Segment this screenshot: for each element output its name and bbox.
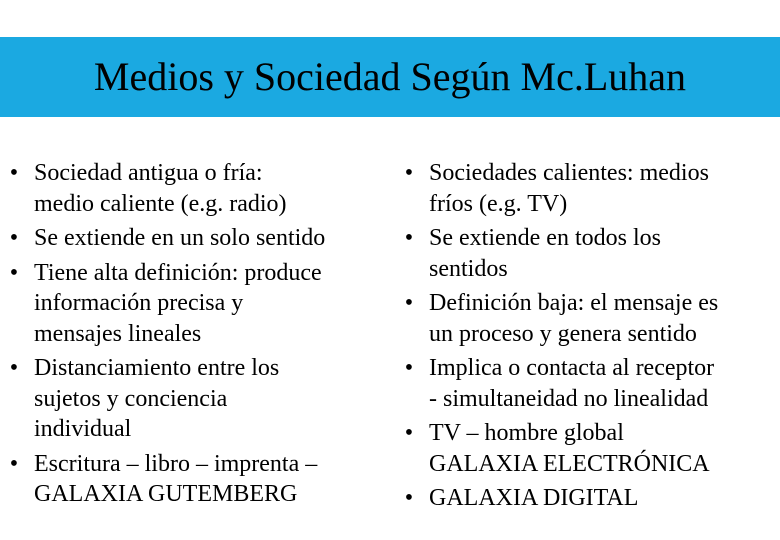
- bullet-icon: •: [404, 225, 414, 251]
- bullet-text-line: Se extiende en todos los: [429, 225, 661, 251]
- right-bullet-item: [395, 418, 780, 479]
- bullet-text-line: medio caliente (e.g. radio): [34, 190, 287, 217]
- slide-title: Medios y Sociedad Según Mc.Luhan: [93, 54, 687, 99]
- bullet-text-line: Sociedades calientes: medios: [429, 160, 709, 186]
- bullet-text-line: - simultaneidad no linealidad: [429, 385, 709, 412]
- left-bullet-item: [0, 353, 382, 445]
- right-bullet-list: [395, 158, 780, 518]
- right-bullet-item: [395, 483, 780, 514]
- bullet-text-line: GALAXIA GUTEMBERG: [34, 481, 298, 507]
- left-bullet-item: [0, 158, 382, 219]
- bullet-text-line: sentidos: [429, 255, 508, 282]
- bullet-icon: •: [9, 160, 19, 186]
- bullet-icon: •: [404, 160, 414, 186]
- left-bullet-item: [0, 223, 382, 254]
- bullet-icon: •: [9, 450, 19, 477]
- left-bullet-list: [0, 158, 382, 514]
- bullet-text-line: sujetos y conciencia: [34, 385, 228, 412]
- bullet-text-line: información precisa y: [34, 290, 244, 316]
- right-bullet-item: [395, 288, 780, 349]
- bullet-icon: •: [404, 485, 414, 511]
- bullet-icon: •: [404, 420, 414, 446]
- bullet-text-line: fríos (e.g. TV): [429, 190, 568, 217]
- bullet-text-line: Escritura – libro – imprenta –: [34, 450, 318, 477]
- right-bullet-item: [395, 223, 780, 284]
- bullet-text-line: Tiene alta definición: produce: [34, 259, 322, 286]
- bullet-icon: •: [9, 259, 19, 286]
- bullet-text-line: Distanciamiento entre los: [34, 355, 280, 381]
- bullet-text-line: individual: [34, 416, 132, 442]
- bullet-icon: •: [9, 225, 19, 251]
- bullet-icon: •: [404, 290, 414, 316]
- bullet-text-line: Sociedad antigua o fría:: [34, 160, 263, 186]
- right-bullet-item: [395, 158, 780, 219]
- bullet-text-line: TV – hombre global: [429, 420, 624, 446]
- bullet-text-line: un proceso y genera sentido: [429, 320, 697, 347]
- bullet-text-line: GALAXIA DIGITAL: [429, 485, 639, 511]
- bullet-icon: •: [9, 355, 19, 381]
- bullet-icon: •: [404, 355, 414, 381]
- title-bar: [0, 37, 780, 117]
- bullet-text-line: Definición baja: el mensaje es: [429, 290, 719, 316]
- right-bullet-item: [395, 353, 780, 414]
- left-bullet-item: [0, 258, 382, 350]
- left-bullet-item: [0, 449, 382, 510]
- bullet-text-line: mensajes lineales: [34, 320, 202, 347]
- bullet-text-line: GALAXIA ELECTRÓNICA: [429, 450, 710, 477]
- bullet-text-line: Se extiende en un solo sentido: [34, 225, 326, 251]
- bullet-text-line: Implica o contacta al receptor: [429, 355, 715, 381]
